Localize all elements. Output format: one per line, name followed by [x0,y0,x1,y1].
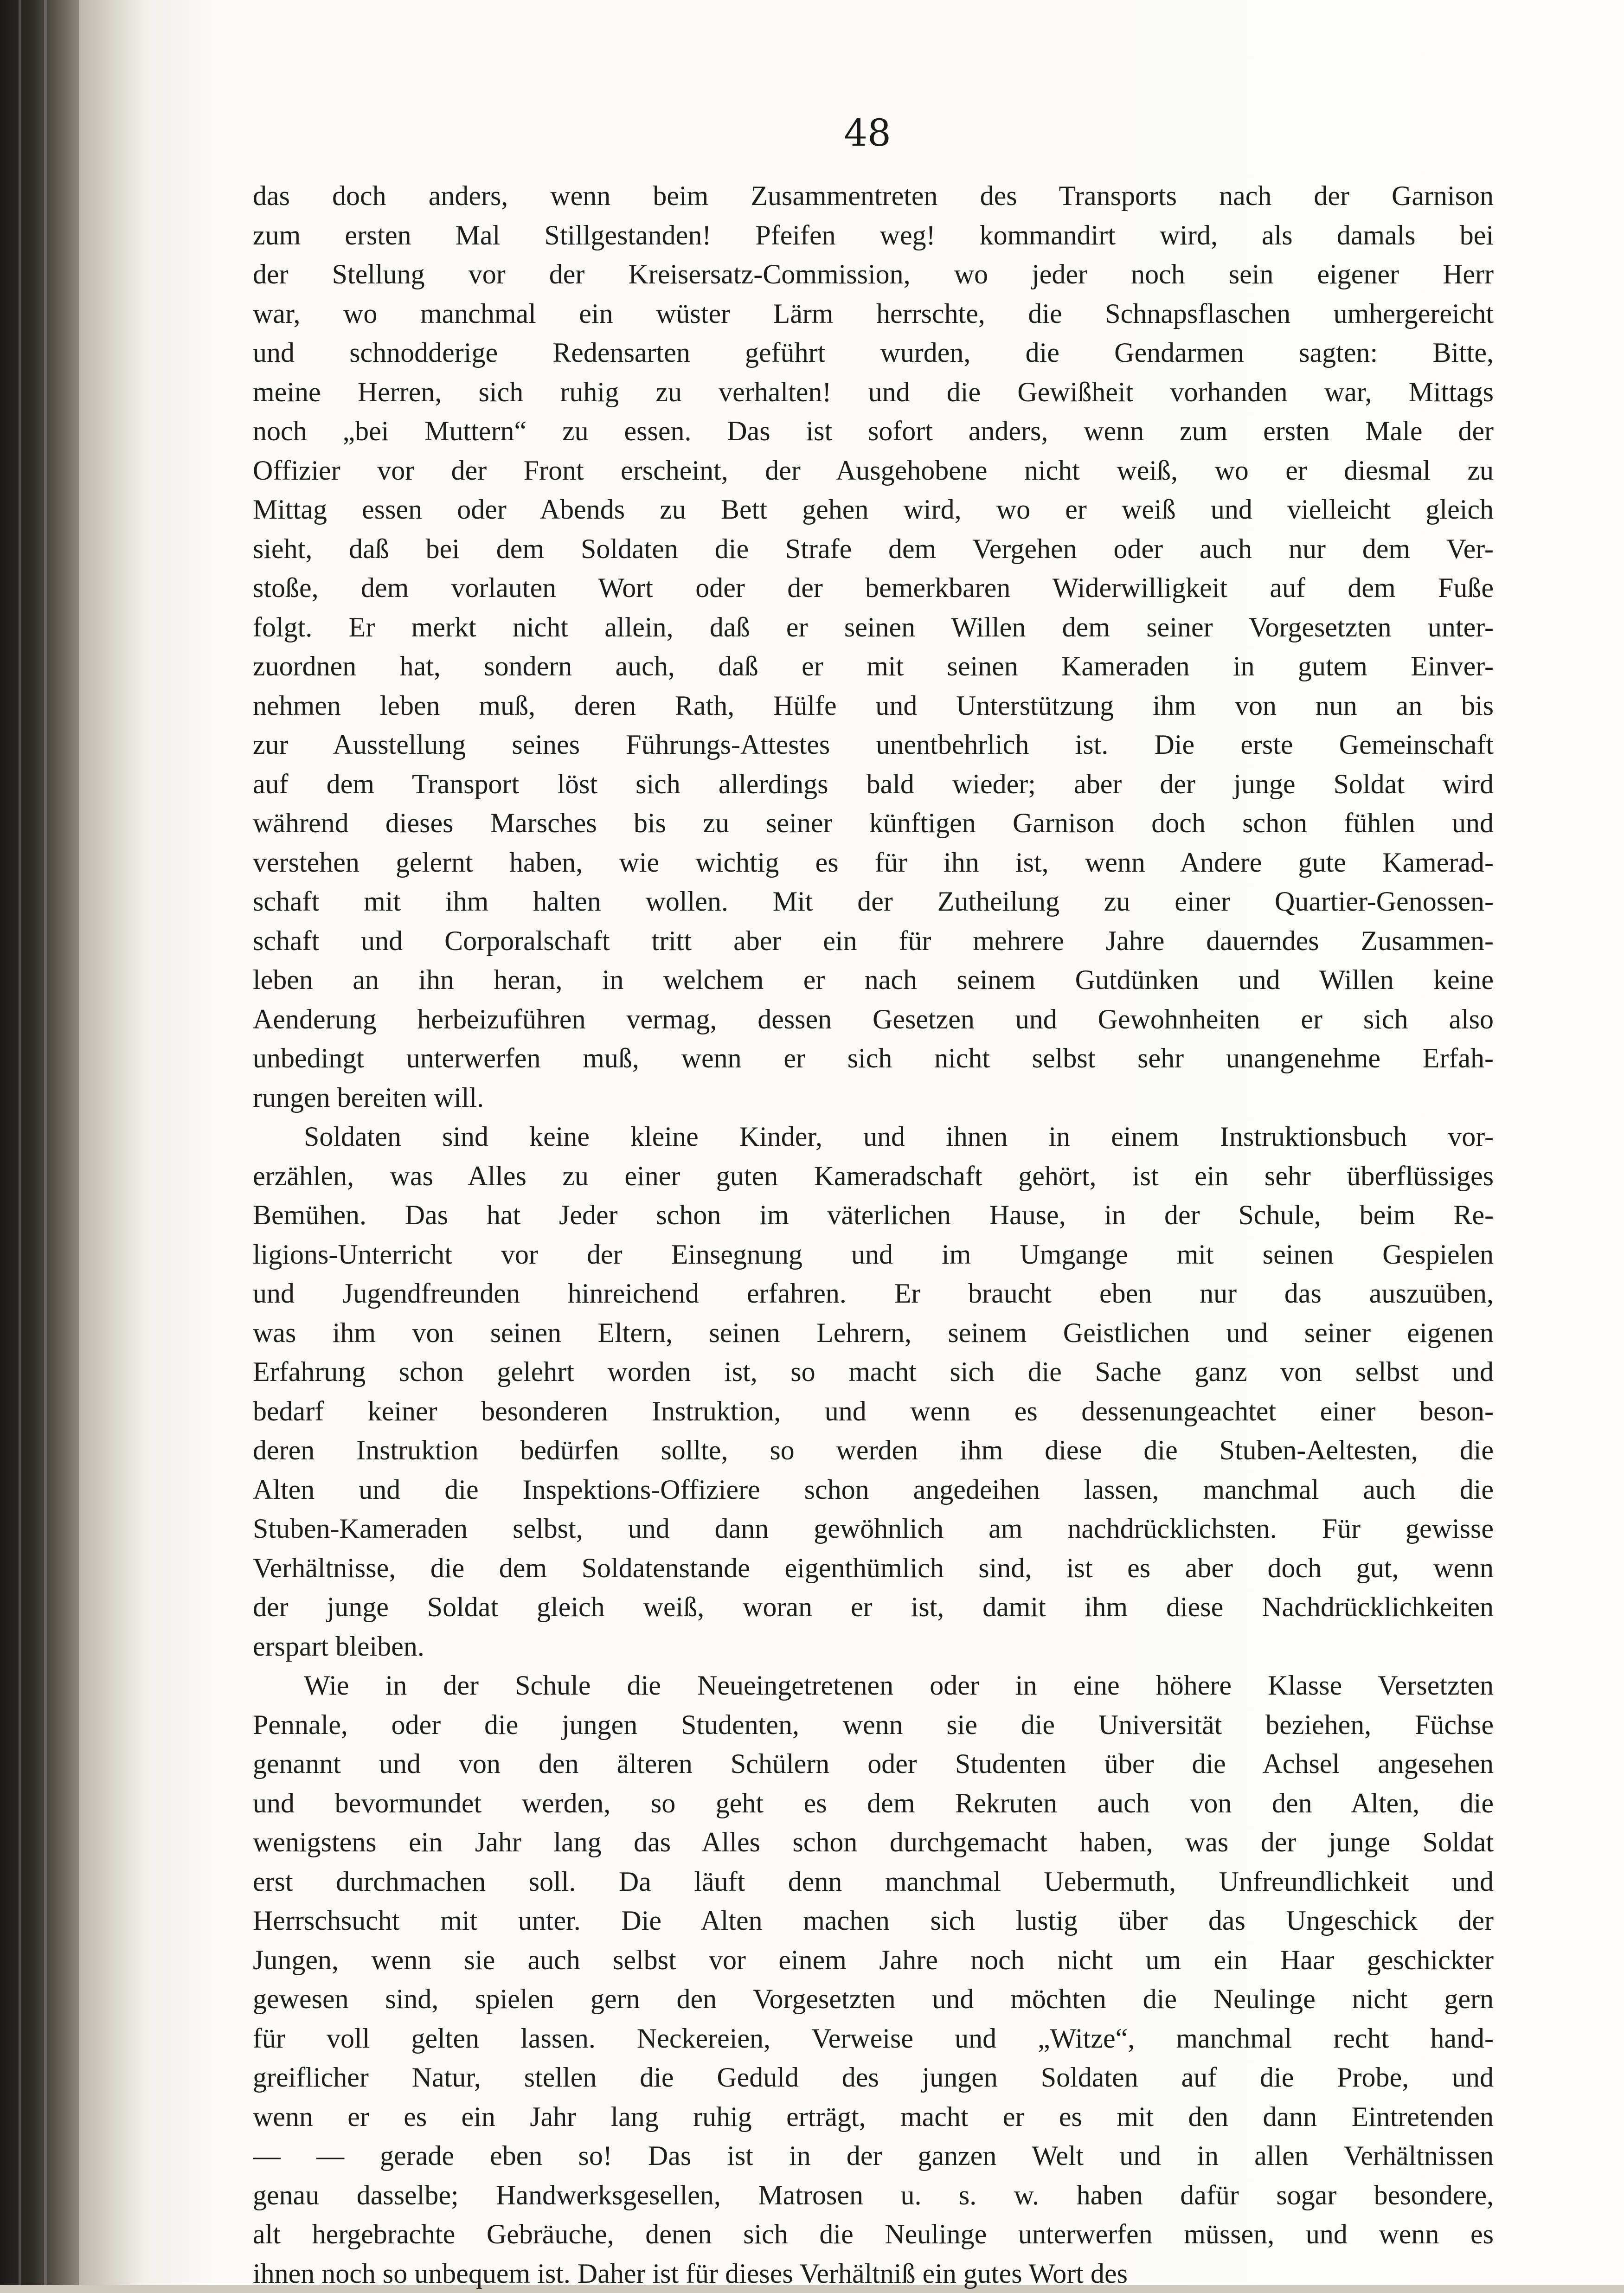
text-line: folgt. Er merkt nicht allein, daß er seinen Willen dem seiner Vorgesetzten unter- [253,608,1494,647]
text-line: und Jugendfreunden hinreichend erfahren. Er braucht eben nur das auszuüben, [253,1274,1494,1313]
text-line: Aenderung herbeizuführen vermag, dessen Gesetzen und Gewohnheiten er sich also [253,1000,1494,1039]
text-line: Stuben-Kameraden selbst, und dann gewöhnlich am nachdrücklichsten. Für gewisse [253,1509,1494,1548]
page-text-block [253,176,1494,2293]
text-line: Offizier vor der Front erscheint, der Ausgehobene nicht weiß, wo er diesmal zu [253,451,1494,490]
binding-line [44,0,47,2285]
text-line: war, wo manchmal ein wüster Lärm herrschte, die Schnapsflaschen umhergereicht [253,294,1494,334]
text-line: verstehen gelernt haben, wie wichtig es für ihn ist, wenn Andere gute Kamerad- [253,843,1494,882]
text-line: das doch anders, wenn beim Zusammentreten des Transports nach der Garnison [253,176,1494,216]
text-line: erst durchmachen soll. Da läuft denn manchmal Uebermuth, Unfreundlichkeit und [253,1862,1494,1901]
text-line: erspart bleiben. [253,1627,1494,1666]
text-line: für voll gelten lassen. Neckereien, Verweise und „Witze“, manchmal recht hand- [253,2019,1494,2058]
text-line: genau dasselbe; Handwerksgesellen, Matrosen u. s. w. haben dafür sogar besondere, [253,2176,1494,2215]
book-page [79,0,1624,2285]
text-line: leben an ihn heran, in welchem er nach seinem Gutdünken und Willen keine [253,960,1494,1000]
text-line: der Stellung vor der Kreisersatz-Commission, wo jeder noch sein eigener Herr [253,255,1494,294]
text-line: Alten und die Inspektions-Offiziere schon angedeihen lassen, manchmal auch die [253,1470,1494,1509]
text-line: meine Herren, sich ruhig zu verhalten! und die Gewißheit vorhanden war, Mittags [253,373,1494,412]
text-line: wenn er es ein Jahr lang ruhig erträgt, macht er es mit den dann Eintretenden [253,2097,1494,2137]
text-line: erzählen, was Alles zu einer guten Kameradschaft gehört, ist ein sehr überflüssiges [253,1156,1494,1196]
text-line: Pennale, oder die jungen Studenten, wenn sie die Universität beziehen, Füchse [253,1705,1494,1745]
text-line: greiflicher Natur, stellen die Geduld des jungen Soldaten auf die Probe, und [253,2058,1494,2097]
text-line: während dieses Marsches bis zu seiner künftigen Garnison doch schon fühlen und [253,803,1494,843]
book-binding-edge [0,0,79,2285]
text-line: und bevormundet werden, so geht es dem Rekruten auch von den Alten, die [253,1784,1494,1823]
text-line: der junge Soldat gleich weiß, woran er ist, damit ihm diese Nachdrücklichkeiten [253,1587,1494,1627]
text-line: und schnodderige Redensarten geführt wurden, die Gendarmen sagten: Bitte, [253,333,1494,373]
text-line: gewesen sind, spielen gern den Vorgesetzten und möchten die Neulinge nicht gern [253,1979,1494,2019]
text-line: Mittag essen oder Abends zu Bett gehen wird, wo er weiß und vielleicht gleich [253,490,1494,529]
text-line: noch „bei Muttern“ zu essen. Das ist sofort anders, wenn zum ersten Male der [253,411,1494,451]
text-line: — — gerade eben so! Das ist in der ganzen Welt und in allen Verhältnissen [253,2136,1494,2176]
paragraph-start-line: Wie in der Schule die Neueingetretenen oder in eine höhere Klasse Versetzten [253,1666,1494,1705]
text-line: Jungen, wenn sie auch selbst vor einem Jahre noch nicht um ein Haar geschickter [253,1940,1494,1980]
text-line: zum ersten Mal Stillgestanden! Pfeifen weg! kommandirt wird, als damals bei [253,216,1494,255]
text-line: auf dem Transport löst sich allerdings bald wieder; aber der junge Soldat wird [253,764,1494,804]
text-line: genannt und von den älteren Schülern oder Studenten über die Achsel angesehen [253,1744,1494,1784]
text-line: Verhältnisse, die dem Soldatenstande eigenthümlich sind, ist es aber doch gut, wenn [253,1548,1494,1588]
text-line: unbedingt unterwerfen muß, wenn er sich nicht selbst sehr unangenehme Erfah- [253,1039,1494,1078]
text-line: zuordnen hat, sondern auch, daß er mit seinen Kameraden in gutem Einver- [253,647,1494,686]
text-line: deren Instruktion bedürfen sollte, so werden ihm diese die Stuben-Aeltesten, die [253,1431,1494,1470]
text-line: ihnen noch so unbequem ist. Daher ist für dieses Verhältniß ein gutes Wort des [253,2254,1494,2293]
text-line: stoße, dem vorlauten Wort oder der bemerkbaren Widerwilligkeit auf dem Fuße [253,568,1494,608]
text-line: zur Ausstellung seines Führungs-Attestes unentbehrlich ist. Die erste Gemeinschaft [253,725,1494,764]
text-line: Herrschsucht mit unter. Die Alten machen sich lustig über das Ungeschick der [253,1901,1494,1940]
text-line: nehmen leben muß, deren Rath, Hülfe und Unterstützung ihm von nun an bis [253,686,1494,726]
paragraph-start-line: Soldaten sind keine kleine Kinder, und ihnen in einem Instruktionsbuch vor- [253,1117,1494,1156]
text-line: schaft mit ihm halten wollen. Mit der Zutheilung zu einer Quartier-Genossen- [253,882,1494,921]
text-line: schaft und Corporalschaft tritt aber ein für mehrere Jahre dauerndes Zusammen- [253,921,1494,961]
text-line: wenigstens ein Jahr lang das Alles schon durchgemacht haben, was der junge Soldat [253,1823,1494,1862]
binding-line [19,0,21,2285]
text-line: was ihm von seinen Eltern, seinen Lehrern, seinem Geistlichen und seiner eigenen [253,1313,1494,1353]
text-line: rungen bereiten will. [253,1078,1494,1118]
page-number: 48 [798,111,937,154]
text-line: sieht, daß bei dem Soldaten die Strafe dem Vergehen oder auch nur dem Ver- [253,529,1494,569]
text-line: alt hergebrachte Gebräuche, denen sich die Neulinge unterwerfen müssen, und wenn es [253,2215,1494,2254]
text-line: Erfahrung schon gelehrt worden ist, so macht sich die Sache ganz von selbst und [253,1352,1494,1392]
text-line: bedarf keiner besonderen Instruktion, und wenn es dessenungeachtet einer beson- [253,1392,1494,1431]
text-line: Bemühen. Das hat Jeder schon im väterlichen Hause, in der Schule, beim Re- [253,1195,1494,1235]
text-line: ligions-Unterricht vor der Einsegnung und im Umgange mit seinen Gespielen [253,1235,1494,1274]
